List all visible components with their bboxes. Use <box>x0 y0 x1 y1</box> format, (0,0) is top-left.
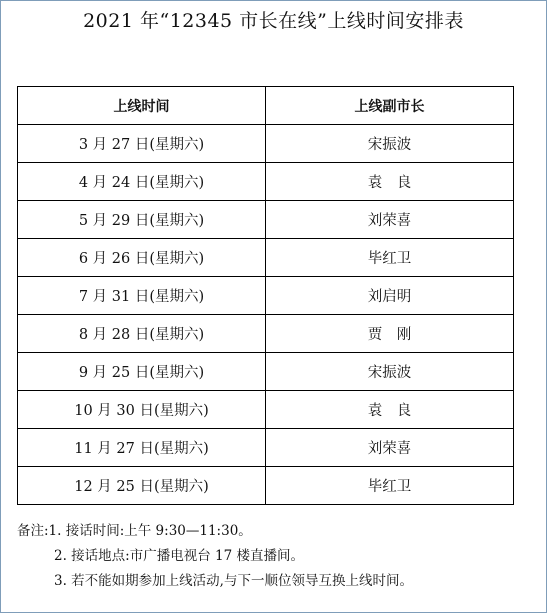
cell-vice-mayor: 刘荣喜 <box>266 429 514 467</box>
cell-time: 12 月 25 日(星期六) <box>18 467 266 505</box>
cell-time: 3 月 27 日(星期六) <box>18 125 266 163</box>
table-row <box>18 429 514 467</box>
table-row <box>18 201 514 239</box>
cell-vice-mayor: 宋振波 <box>266 353 514 391</box>
notes-section <box>17 519 537 594</box>
note-1: 备注:1. 接话时间:上午 9:30—11:30。 <box>17 523 252 539</box>
table-row <box>18 277 514 315</box>
cell-vice-mayor: 宋振波 <box>266 125 514 163</box>
header-vice-mayor: 上线副市长 <box>266 87 514 125</box>
cell-time: 4 月 24 日(星期六) <box>18 163 266 201</box>
cell-vice-mayor: 袁 良 <box>266 163 514 201</box>
cell-vice-mayor: 毕红卫 <box>266 239 514 277</box>
table-row <box>18 467 514 505</box>
cell-time: 6 月 26 日(星期六) <box>18 239 266 277</box>
schedule-table <box>17 86 514 505</box>
table-header-row <box>18 87 514 125</box>
header-time: 上线时间 <box>18 87 266 125</box>
cell-time: 7 月 31 日(星期六) <box>18 277 266 315</box>
table-row <box>18 315 514 353</box>
cell-vice-mayor: 毕红卫 <box>266 467 514 505</box>
cell-vice-mayor: 刘启明 <box>266 277 514 315</box>
page-title: 2021 年“12345 市长在线”上线时间安排表 <box>83 10 464 32</box>
cell-vice-mayor: 贾 刚 <box>266 315 514 353</box>
table-row <box>18 353 514 391</box>
cell-time: 5 月 29 日(星期六) <box>18 201 266 239</box>
cell-vice-mayor: 袁 良 <box>266 391 514 429</box>
note-3: 3. 若不能如期参加上线活动,与下一顺位领导互换上线时间。 <box>54 573 413 589</box>
cell-time: 9 月 25 日(星期六) <box>18 353 266 391</box>
table-row <box>18 163 514 201</box>
table-row <box>18 239 514 277</box>
cell-time: 8 月 28 日(星期六) <box>18 315 266 353</box>
table-row <box>18 391 514 429</box>
cell-time: 11 月 27 日(星期六) <box>18 429 266 467</box>
cell-time: 10 月 30 日(星期六) <box>18 391 266 429</box>
table-row <box>18 125 514 163</box>
cell-vice-mayor: 刘荣喜 <box>266 201 514 239</box>
note-2: 2. 接话地点:市广播电视台 17 楼直播间。 <box>54 548 304 564</box>
